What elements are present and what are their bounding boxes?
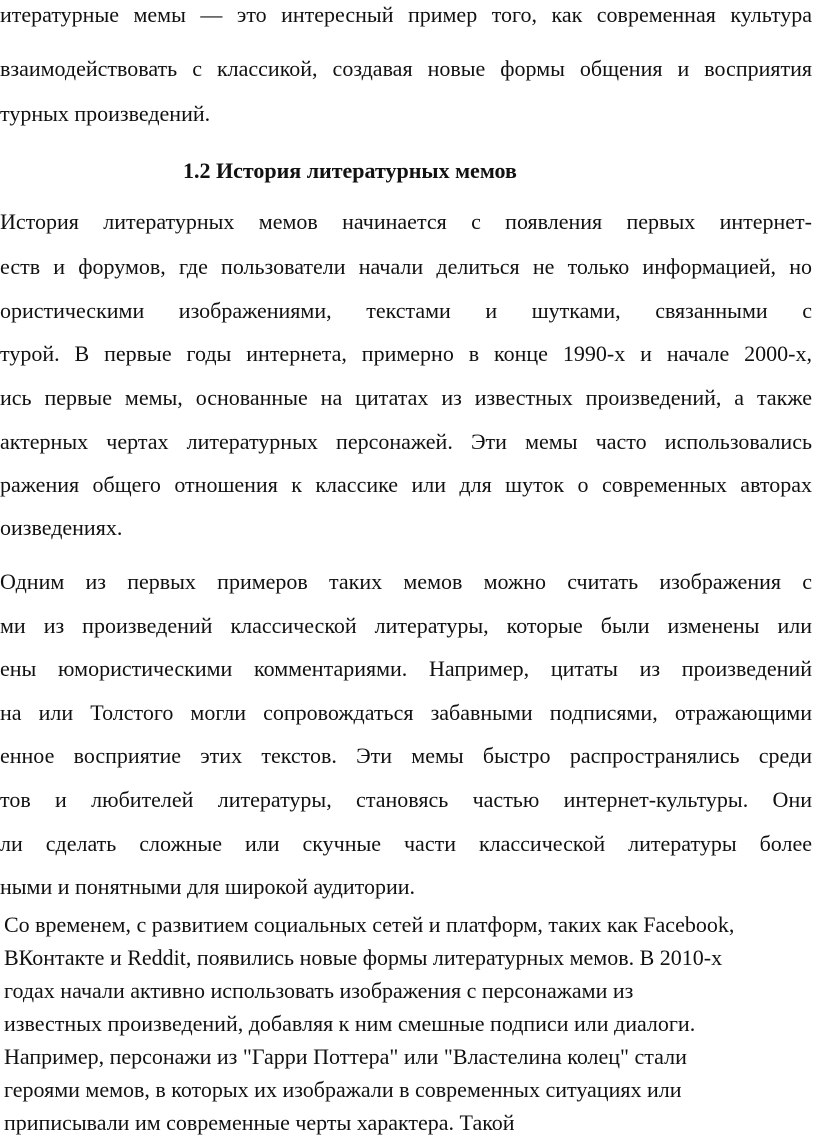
paragraph1-line-8: оизведениях. — [0, 515, 123, 540]
paragraph2-line-3: ены юмористическими комментариями. Например, цитаты из произведений — [0, 656, 812, 681]
paragraph2-line-2: ми из произведений классической литературы, которые были изменены или — [0, 613, 812, 638]
paragraph3-line-4: известных произведений, добавляя к ним смешные подписи или диалоги. — [4, 1011, 696, 1036]
paragraph3-line-1: Со временем, с развитием социальных сетей и платформ, таких как Facebook, — [4, 912, 735, 937]
paragraph2-line-8: ными и понятными для широкой аудитории. — [0, 874, 416, 899]
paragraph2-line-7: ли сделать сложные или скучные части классической литературы более — [0, 831, 812, 856]
paragraph1-line-7: ражения общего отношения к классике или для шуток о современных авторах — [0, 472, 812, 497]
paragraph1-line-5: ись первые мемы, основанные на цитатах из известных произведений, а также — [0, 385, 812, 410]
paragraph2-line-6: тов и любителей литературы, становясь частью интернет-культуры. Они — [0, 787, 812, 812]
paragraph1-line-3: ористическими изображениями, текстами и шутками, связанными с — [0, 298, 812, 323]
paragraph2-line-4: на или Толстого могли сопровождаться забавными подписями, отражающими — [0, 700, 812, 725]
paragraph1-line-2: еств и форумов, где пользователи начали делиться не только информацией, но — [0, 254, 812, 279]
paragraph1-line-6: актерных чертах литературных персонажей. Эти мемы часто использовались — [0, 429, 812, 454]
paragraph3-line-7: приписывали им современные черты характера. Такой — [4, 1110, 515, 1135]
paragraph2-line-1: Одним из первых примеров таких мемов можно считать изображения с — [0, 569, 812, 594]
paragraph3-line-2: ВКонтакте и Reddit, появились новые формы литературных мемов. В 2010-х — [4, 945, 723, 970]
paragraph2-line-5: енное восприятие этих текстов. Эти мемы быстро распространялись среди — [0, 743, 812, 768]
intro-line-1: итературные мемы — это интересный пример того, как современная культура — [0, 2, 812, 27]
paragraph1-line-4: турой. В первые годы интернета, примерно в конце 1990-х и начале 2000-х, — [0, 341, 812, 366]
paragraph3-line-5: Например, персонажи из "Гарри Поттера" или "Властелина колец" стали — [4, 1044, 687, 1069]
section-heading: 1.2 История литературных мемов — [183, 158, 517, 183]
intro-line-3: турных произведений. — [0, 101, 211, 126]
intro-line-2: взаимодействовать с классикой, создавая новые формы общения и восприятия — [0, 56, 812, 81]
paragraph3-line-3: годах начали активно использовать изображения с персонажами из — [4, 978, 634, 1003]
paragraph3-line-6: героями мемов, в которых их изображали в современных ситуациях или — [4, 1077, 682, 1102]
paragraph1-line-1: История литературных мемов начинается с появления первых интернет- — [0, 209, 812, 234]
